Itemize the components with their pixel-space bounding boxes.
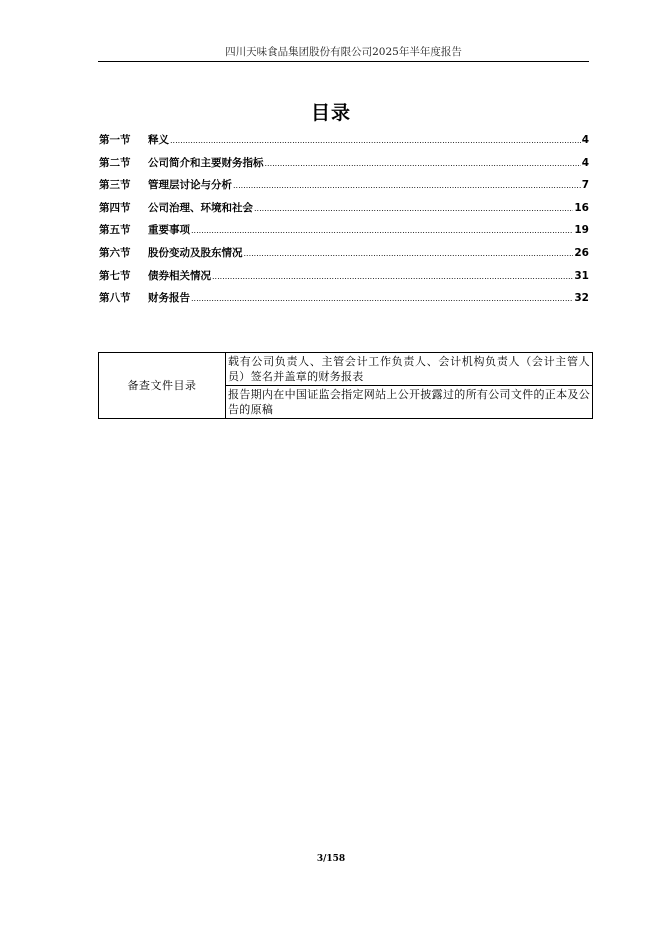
toc-leader-dots bbox=[191, 294, 573, 303]
toc-section-name: 财务报告 bbox=[148, 292, 190, 305]
toc-section-number: 第四节 bbox=[99, 201, 131, 214]
toc-page-number: 19 bbox=[574, 224, 589, 237]
toc-page-number: 4 bbox=[581, 134, 589, 146]
toc-entry-3[interactable] bbox=[99, 177, 589, 200]
toc-page-number: 7 bbox=[581, 179, 589, 192]
page-header bbox=[98, 44, 589, 62]
toc-section-number: 第五节 bbox=[99, 224, 131, 237]
toc-section-name: 公司治理、环境和社会 bbox=[148, 201, 253, 214]
reference-table-label: 备查文件目录 bbox=[99, 353, 226, 419]
toc-entry-6[interactable] bbox=[99, 245, 589, 268]
toc-entry-7[interactable] bbox=[99, 268, 589, 291]
page-title: 目录 bbox=[310, 102, 351, 124]
toc-section-name: 管理层讨论与分析 bbox=[148, 179, 232, 192]
toc-page-number: 32 bbox=[574, 292, 589, 305]
toc-leader-dots bbox=[191, 226, 573, 235]
toc-section-name: 股份变动及股东情况 bbox=[148, 246, 243, 259]
header-title: 四川天味食品集团股份有限公司2025年半年度报告 bbox=[225, 46, 462, 58]
page-number: 3/158 bbox=[316, 854, 346, 864]
toc-section-name: 债券相关情况 bbox=[148, 269, 211, 282]
table-of-contents bbox=[99, 132, 589, 313]
toc-section-number: 第七节 bbox=[99, 269, 131, 282]
toc-leader-dots bbox=[212, 272, 573, 281]
toc-page-number: 4 bbox=[581, 156, 589, 169]
reference-item-2: 报告期内在中国证监会指定网站上公开披露过的所有公司文件的正本及公告的原稿 bbox=[226, 386, 593, 419]
toc-section-number: 第一节 bbox=[99, 134, 131, 146]
reference-item-1: 载有公司负责人、主管会计工作负责人、会计机构负责人（会计主管人员）签名并盖章的财务报表 bbox=[226, 353, 593, 386]
table-row bbox=[99, 353, 593, 386]
toc-section-number: 第三节 bbox=[99, 179, 131, 192]
toc-page-number: 31 bbox=[574, 269, 589, 282]
toc-leader-dots bbox=[233, 181, 581, 190]
toc-entry-5[interactable] bbox=[99, 222, 589, 245]
toc-leader-dots bbox=[265, 159, 581, 168]
toc-section-number: 第二节 bbox=[99, 156, 131, 169]
toc-section-number: 第八节 bbox=[99, 292, 131, 305]
toc-leader-dots bbox=[244, 249, 574, 258]
toc-section-name: 释义 bbox=[148, 134, 169, 146]
toc-entry-2[interactable] bbox=[99, 155, 589, 178]
toc-section-name: 重要事项 bbox=[148, 224, 190, 237]
toc-entry-4[interactable] bbox=[99, 200, 589, 223]
toc-page-number: 16 bbox=[574, 201, 589, 214]
toc-leader-dots bbox=[254, 204, 573, 213]
toc-section-name: 公司简介和主要财务指标 bbox=[148, 156, 264, 169]
reference-documents-table bbox=[98, 352, 593, 419]
toc-leader-dots bbox=[170, 136, 581, 145]
toc-entry-8[interactable] bbox=[99, 290, 589, 313]
toc-entry-1[interactable] bbox=[99, 132, 589, 155]
toc-page-number: 26 bbox=[574, 246, 589, 259]
toc-section-number: 第六节 bbox=[99, 246, 131, 259]
